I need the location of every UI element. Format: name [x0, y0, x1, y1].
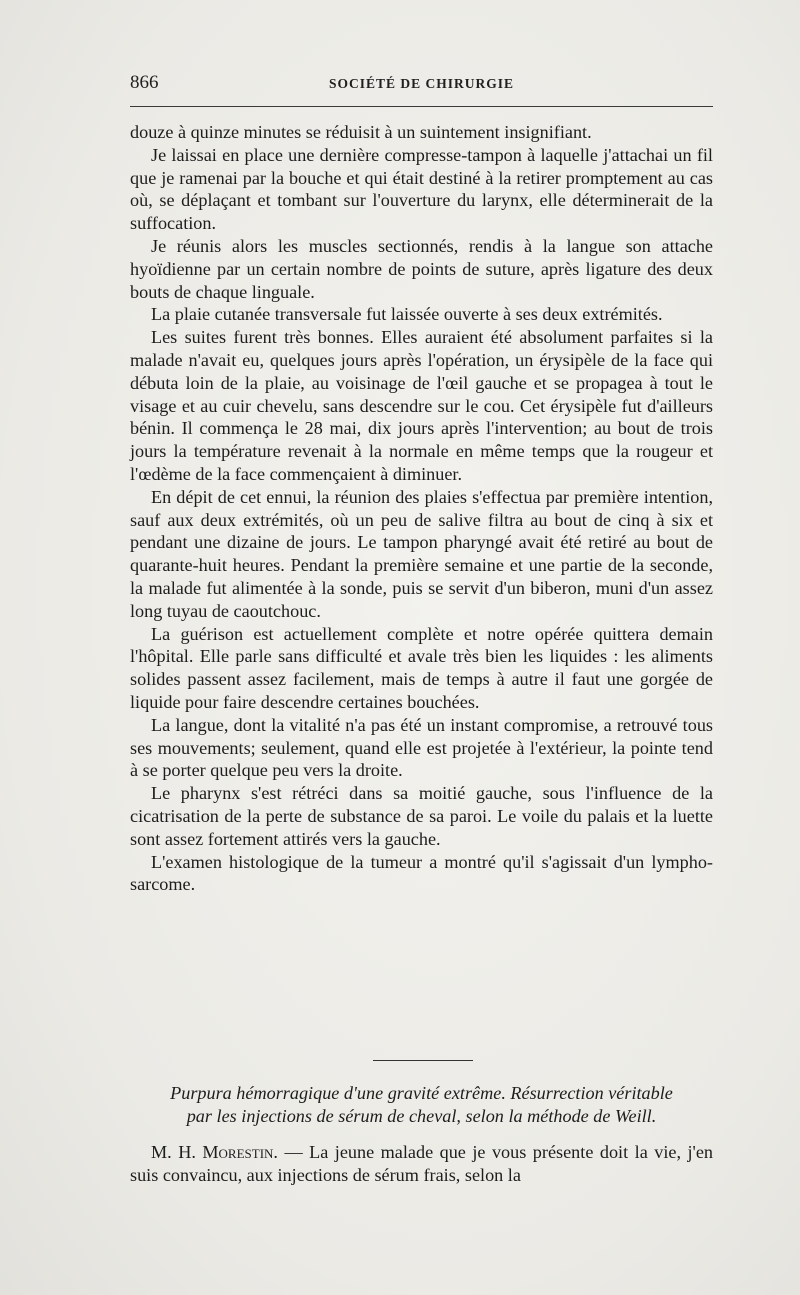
running-title: SOCIÉTÉ DE CHIRURGIE	[328, 76, 515, 91]
section-paragraph	[130, 1141, 713, 1187]
section-text: — La jeune malade que je vous présente doit la vie, j'en suis convaincu, aux injections de sérum frais, selon la	[130, 1142, 713, 1185]
paragraph: Les suites furent très bonnes. Elles auraient été absolument parfaites si la malade n'avait eu, quelques jours après l'opération, un érysipèle de la face qui débuta loin de la plaie, au voisinage de l'œil gauche et se propagea à tout le visage et au cuir chevelu, sans descendre sur le cou. Cet érysipèle fut d'ailleurs bénin. Il commença le 28 mai, dix jours après l'intervention; au bout de trois jours la température revenait à la normale en même temps que la rougeur et l'œdème de la face commençaient à diminuer.	[130, 327, 713, 484]
body-text	[130, 121, 713, 896]
section-body	[130, 1141, 713, 1187]
page-number: 866	[130, 72, 159, 93]
speaker-name: M. H. Morestin.	[151, 1142, 278, 1162]
paragraph: L'examen histologique de la tumeur a montré qu'il s'agissait d'un lympho-sarcome.	[130, 851, 713, 895]
section-title	[130, 1082, 713, 1128]
paragraph: La guérison est actuellement complète et notre opérée quittera demain l'hôpital. Elle parle sans difficulté et avale très bien les liquides : les aliments solides passent assez facilement, mais de temps à autre il faut une gorgée de liquide pour faire descendre certaines bouchées.	[130, 623, 713, 712]
section-title-line: par les injections de sérum de cheval, selon la méthode de Weill.	[186, 1105, 657, 1126]
section-title-line: Purpura hémorragique d'une gravité extrême. Résurrection véritable	[170, 1083, 673, 1103]
paragraph: Je réunis alors les muscles sectionnés, rendis à la langue son attache hyoïdienne par un certain nombre de points de suture, après ligature des deux bouts de chaque linguale.	[130, 235, 713, 302]
paragraph: La plaie cutanée transversale fut laissée ouverte à ses deux extrémités.	[151, 304, 663, 325]
header-rule	[130, 106, 713, 107]
paragraph: La langue, dont la vitalité n'a pas été un instant compromise, a retrouvé tous ses mouvements; seulement, quand elle est projetée à l'extérieur, la pointe tend à se porter quelque peu vers la droite.	[130, 714, 713, 781]
paragraph: Je laissai en place une dernière compresse-tampon à laquelle j'attachai un fil que je ramenai par la bouche et qui était destiné à la retirer promptement au cas où, se déplaçant et tombant sur l'ouverture du larynx, elle déterminerait de la suffocation.	[130, 144, 713, 234]
paragraph: douze à quinze minutes se réduisit à un suintement insignifiant.	[130, 122, 592, 142]
section-separator	[373, 1060, 473, 1061]
paragraph: Le pharynx s'est rétréci dans sa moitié gauche, sous l'influence de la cicatrisation de la perte de substance de sa paroi. Le voile du palais et la luette sont assez fortement attirés vers la gauche.	[130, 783, 713, 849]
paragraph: En dépit de cet ennui, la réunion des plaies s'effectua par première intention, sauf aux deux extrémités, où un peu de salive filtra au bout de cinq à six et pendant une dizaine de jours. Le tampon pharyngé avait été retiré au bout de quarante-huit heures. Pendant la première semaine et une partie de la seconde, la malade fut alimentée à la sonde, puis se servit d'un biberon, muni d'un assez long tuyau de caoutchouc.	[130, 486, 713, 621]
